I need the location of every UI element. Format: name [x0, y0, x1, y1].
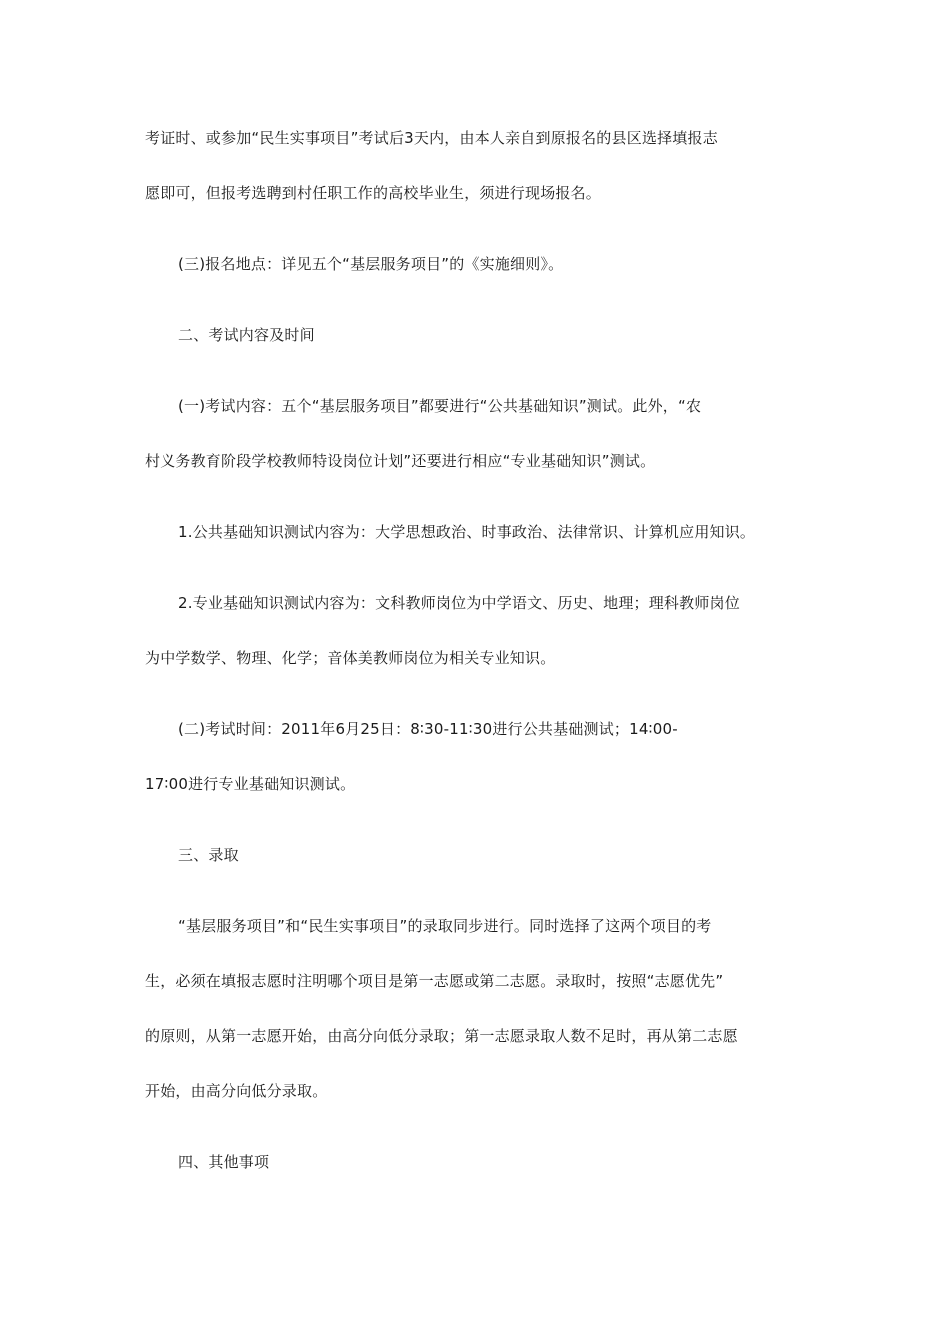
text-line: “基层服务项目”和“民生实事项目”的录取同步进行。同时选择了这两个项目的考 [178, 917, 712, 935]
text-line: 生，必须在填报志愿时注明哪个项目是第一志愿或第二志愿。录取时，按照“志愿优先” [145, 972, 724, 990]
section-heading: 四、其他事项 [178, 1153, 270, 1171]
text-line: (二)考试时间：2011年6月25日：8∶30-11∶30进行公共基础测试；14∶00- [178, 720, 678, 738]
text-line: (一)考试内容：五个“基层服务项目”都要进行“公共基础知识”测试。此外，“农 [178, 397, 702, 415]
text-line: 为中学数学、物理、化学；音体美教师岗位为相关专业知识。 [145, 649, 556, 667]
text-line: 的原则，从第一志愿开始，由高分向低分录取；第一志愿录取人数不足时，再从第二志愿 [145, 1027, 738, 1045]
text-line: 开始，由高分向低分录取。 [145, 1082, 328, 1100]
text-line: 考证时、或参加“民生实事项目”考试后3天内，由本人亲自到原报名的县区选择填报志 [145, 129, 718, 147]
text-line: (三)报名地点：详见五个“基层服务项目”的《实施细则》。 [178, 255, 564, 273]
text-line: 1.公共基础知识测试内容为：大学思想政治、时事政治、法律常识、计算机应用知识。 [178, 523, 756, 541]
text-line: 2.专业基础知识测试内容为：文科教师岗位为中学语文、历史、地理；理科教师岗位 [178, 594, 740, 612]
text-line: 愿即可，但报考选聘到村任职工作的高校毕业生，须进行现场报名。 [145, 184, 602, 202]
section-heading: 二、考试内容及时间 [178, 326, 315, 344]
text-line: 村义务教育阶段学校教师特设岗位计划”还要进行相应“专业基础知识”测试。 [145, 452, 656, 470]
section-heading: 三、录取 [178, 846, 239, 864]
text-line: 17∶00进行专业基础知识测试。 [145, 775, 356, 793]
